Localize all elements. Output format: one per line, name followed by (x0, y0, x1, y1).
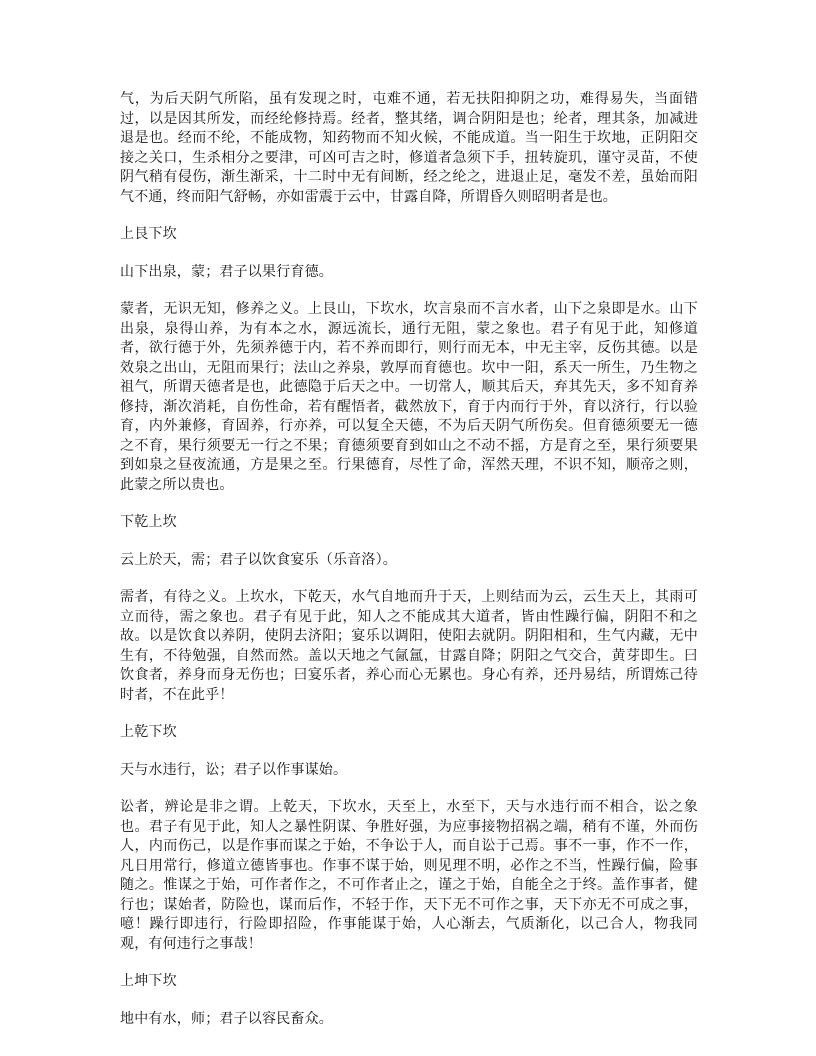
section-heading-meng: 上艮下坎 (120, 226, 177, 242)
image-statement-shi: 地中有水，师；君子以容民畜众。 (120, 1010, 333, 1027)
image-statement-meng: 山下出泉，蒙；君子以果行育德。 (120, 263, 333, 280)
image-statement-song: 天与水违行，讼；君子以作事谋始。 (120, 761, 348, 778)
section-heading-xu: 下乾上坎 (120, 514, 177, 530)
paragraph-continuation: 气，为后天阴气所陷，虽有发现之时，屯难不通，若无扶阳抑阴之功，难得易失，当面错过，以是因其所发，而经纶修持焉。经者，整其绪，调合阴阳是也；纶者，理其条，加减进退是也。经而不纶，不能成物，知药物而不知火候，不能成道。当一阳生于坎地，正阴阳交接之关口，生杀相分之要津，可凶可吉之时，修道者急须下手，扭转旋玑，谨守灵苗，不使阴气稍有侵伤，渐生渐采，十二时中无有间断，经之纶之，进退止足，毫发不差，虽始而阳气不通，终而阳气舒畅，亦如雷震于云中，甘露自降，所谓昏久则昭明者是也。 (120, 91, 698, 205)
commentary-xu: 需者，有待之义。上坎水，下乾天，水气自地而升于天，上则结而为云，云生天上，其雨可立而待，需之象也。君子有见于此，知人之不能成其大道者，皆由性躁行偏，阴阳不和之故。以是饮食以养阴，使阴去济阳；宴乐以调阳，使阳去就阴。阴阳相和，生气内藏，无中生有，不待勉强，自然而然。盖以天地之气氤氲，甘露自降；阴阳之气交合，黄芽即生。曰饮食者，养身而身无伤也；曰宴乐者，养心而心无累也。身心有养，还丹易结，所谓炼己待时者，不在此乎！ (120, 589, 698, 703)
commentary-meng: 蒙者，无识无知，修养之义。上艮山，下坎水，坎言泉而不言水者，山下之泉即是水。山下出泉，泉得山养，为有本之水，源远流长，通行无阻，蒙之象也。君子有见于此，知修道者，欲行德于外，先须养德于内，若不养而即行，则行而无本，中无主宰，反伤其德。以是效泉之出山，无阻而果行；法山之养泉，敦厚而育德也。坎中一阳，系天一所生，乃生物之祖气，所谓天德者是也，此德隐于后天之中。一切常人，顺其后天，弃其先天，多不知育养修持，渐次消耗，自伤性命，若有醒悟者，截然放下，育于内而行于外，育以济行，行以验育，内外兼修，育固养，行亦养，可以复全天德，不为后天阴气所伤矣。但育德须要无一德之不育，果行须要无一行之不果；育德须要育到如山之不动不摇，方是育之至，果行须要果到如泉之昼夜流通，方是果之至。行果德育，尽性了命，浑然天理，不识不知，顺帝之则，此蒙之所以贵也。 (120, 301, 698, 493)
section-heading-shi: 上坤下坎 (120, 973, 177, 989)
document-page (120, 90, 698, 1047)
image-statement-xu: 云上於天，需；君子以饮食宴乐（乐音洛）。 (120, 551, 397, 568)
section-heading-song: 上乾下坎 (120, 724, 177, 740)
commentary-song: 讼者，辨论是非之谓。上乾天，下坎水，天至上，水至下，天与水违行而不相合，讼之象也。君子有见于此，知人之暴性阴谋、争胜好强，为应事接物招祸之端，稍有不谨，外而伤人，内而伤己，以是作事而谋之于始，不争讼于人，而自讼于己焉。事不一事，作不一作，凡日用常行，修道立德皆事也。作事不谋于始，则见理不明，必作之不当，性躁行偏，险事随之。惟谋之于始，可作者作之，不可作者止之，谨之于始，自能全之于终。盖作事者，健行也；谋始者，防险也，谋而后作，不轻于作，天下无不可作之事，天下亦无不可成之事，噫！躁行即违行，行险即招险，作事能谋于始，人心渐去，气质渐化，以己合人，物我同观，有何违行之事哉！ (120, 799, 698, 952)
